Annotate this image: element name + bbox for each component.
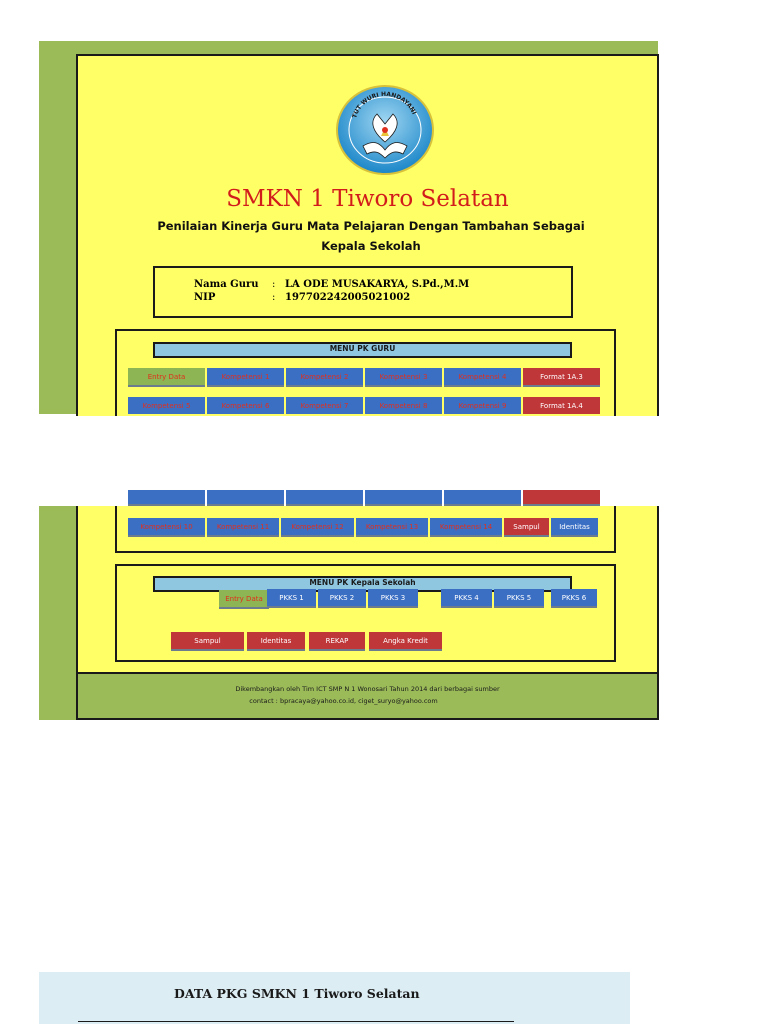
kompetensi-11-button[interactable]: Kompetensi 11 [207,518,279,537]
name-value: LA ODE MUSAKARYA, S.Pd.,M.M [285,279,470,290]
pkks-3-button[interactable]: PKKS 3 [368,589,418,608]
hidden-row-button-1[interactable] [128,490,205,506]
hidden-row-button-3[interactable] [286,490,363,506]
footer-contact: contact : bpracaya@yahoo.co.id, ciget_suryo@yahoo.com [249,697,438,705]
kepsek-entry-data-button[interactable]: Entry Data [219,590,269,609]
kompetensi-7-button[interactable]: Kompetensi 7 [286,397,363,414]
logo-motto-text: TUT WURI HANDAYANI [351,90,418,120]
menu-guru-title: MENU PK GURU [153,342,572,358]
tut-wuri-handayani-logo [333,80,437,184]
identitas-guru-button[interactable]: Identitas [551,518,598,537]
school-title: SMKN 1 Tiworo Selatan [226,186,509,212]
kepsek-sampul-button[interactable]: Sampul [171,632,244,651]
kompetensi-8-button[interactable]: Kompetensi 8 [365,397,442,414]
hidden-row-button-6[interactable] [523,490,600,506]
kompetensi-9-button[interactable]: Kompetensi 9 [444,397,521,414]
kompetensi-6-button[interactable]: Kompetensi 6 [207,397,284,414]
format-1a4-button[interactable]: Format 1A.4 [523,397,600,414]
kompetensi-4-button[interactable]: Kompetensi 4 [444,368,521,387]
kompetensi-3-button[interactable]: Kompetensi 3 [365,368,442,387]
format-1a3-button[interactable]: Format 1A.3 [523,368,600,387]
kompetensi-10-button[interactable]: Kompetensi 10 [128,518,205,537]
hidden-row-button-2[interactable] [207,490,284,506]
nip-separator: : [272,292,276,303]
hidden-row-button-4[interactable] [365,490,442,506]
kompetensi-1-button[interactable]: Kompetensi 1 [207,368,284,387]
entry-data-button[interactable]: Entry Data [128,368,205,387]
pkks-6-button[interactable]: PKKS 6 [551,589,597,608]
name-separator: : [272,279,276,290]
kepsek-identitas-button[interactable]: Identitas [247,632,305,651]
data-pkg-caption: DATA PKG SMKN 1 Tiworo Selatan [174,986,420,1001]
angka-kredit-button[interactable]: Angka Kredit [369,632,442,651]
name-label: Nama Guru [194,279,259,290]
footer-credit: Dikembangkan oleh Tim ICT SMP N 1 Wonosari Tahun 2014 dari berbagai sumber [235,685,500,693]
menu-kepsek-title: MENU PK Kepala Sekolah [153,576,572,592]
kompetensi-5-button[interactable]: Kompetensi 5 [128,397,205,414]
pkks-4-button[interactable]: PKKS 4 [441,589,492,608]
pkks-2-button[interactable]: PKKS 2 [318,589,366,608]
kompetensi-14-button[interactable]: Kompetensi 14 [430,518,502,537]
pkks-1-button[interactable]: PKKS 1 [267,589,316,608]
kompetensi-2-button[interactable]: Kompetensi 2 [286,368,363,387]
kompetensi-13-button[interactable]: Kompetensi 13 [356,518,428,537]
page-subtitle: Penilaian Kinerja Guru Mata Pelajaran Dengan Tambahan Sebagai Kepala Sekolah [157,219,585,253]
caption-underline [78,1021,514,1022]
hidden-row-button-5[interactable] [444,490,521,506]
sampul-guru-button[interactable]: Sampul [504,518,549,537]
rekap-button[interactable]: REKAP [309,632,365,651]
nip-value: 197702242005021002 [285,292,411,303]
nip-label: NIP [194,292,216,303]
kompetensi-12-button[interactable]: Kompetensi 12 [281,518,354,537]
pkks-5-button[interactable]: PKKS 5 [494,589,544,608]
